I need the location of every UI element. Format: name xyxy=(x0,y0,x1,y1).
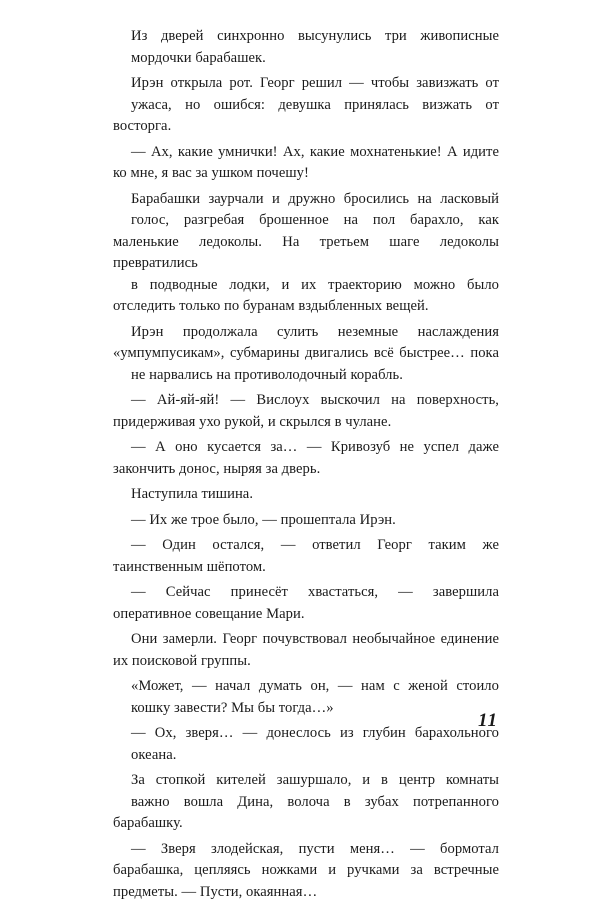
page-number: 11 xyxy=(478,710,498,731)
text-line: — Ах, какие умнички! Ах, какие мохнатенькие! А идите ко мне, я вас за ушком почешу! xyxy=(113,143,499,181)
text-column xyxy=(113,26,499,907)
paragraph xyxy=(113,484,499,506)
paragraph xyxy=(113,723,499,766)
text-line: голос, разгребая брошенное на пол барахло, как маленькие ледоколы. На третьем шаге ледоколы превратились xyxy=(113,212,499,271)
text-line: океана. xyxy=(131,746,177,763)
text-line: Они замерли. Георг почувствовал необычайное единение их поисковой группы. xyxy=(113,631,499,669)
paragraph xyxy=(113,437,499,480)
text-line: «Может, — начал думать он, — нам с женой стоило xyxy=(131,678,499,694)
paragraph xyxy=(113,189,499,318)
text-line: — Их же трое было, — прошептала Ирэн. xyxy=(131,511,396,528)
text-line: — А оно кусается за… — Кривозуб не успел даже закончить донос, ныряя за дверь. xyxy=(113,439,499,477)
text-line: — Зверя злодейская, пусти меня… — бормотал барабашка, цепляясь ножками и ручками за встречные предметы. — Пусти, окаянная… xyxy=(113,840,499,900)
text-line: в подводные лодки, и их траекторию можно было отследить только по буранам вздыбленных вещей. xyxy=(113,276,499,314)
paragraph xyxy=(113,770,499,835)
text-line: Ирэн продолжала сулить неземные наслаждения «умпумпусикам», субмарины двигались всё быстрее… пока xyxy=(113,323,499,361)
text-line: — Сейчас принесёт хвастаться, — завершила оперативное совещание Мари. xyxy=(113,584,499,622)
paragraph xyxy=(113,322,499,387)
text-line: кошку завести? Мы бы тогда…» xyxy=(131,699,334,716)
text-line: Наступила тишина. xyxy=(131,486,254,502)
paragraph xyxy=(113,390,499,433)
text-line: не нарвались на противолодочный корабль. xyxy=(131,366,403,383)
text-line: Из дверей синхронно высунулись три живописные xyxy=(131,28,499,44)
paragraph xyxy=(113,629,499,672)
text-line: Ирэн открыла рот. Георг решил — чтобы завизжать от xyxy=(131,75,499,91)
text-line: — Один остался, — ответил Георг таким же таинственным шёпотом. xyxy=(113,537,499,575)
text-line: мордочки барабашек. xyxy=(131,49,266,66)
paragraph xyxy=(113,535,499,578)
text-line: ужаса, но ошибся: девушка принялась визжать от восторга. xyxy=(113,96,499,134)
text-line: важно вошла Дина, волоча в зубах потрепанного барабашку. xyxy=(113,793,499,831)
paragraph xyxy=(113,510,499,532)
paragraph xyxy=(113,676,499,719)
text-line: — Ох, зверя… — донеслось из глубин барахольного xyxy=(131,725,499,741)
text-line: За стопкой кителей зашуршало, и в центр комнаты xyxy=(131,772,499,788)
text-line: — Ай-яй-яй! — Вислоух выскочил на поверхность, придерживая ухо рукой, и скрылся в чулане. xyxy=(113,392,499,430)
paragraph xyxy=(113,26,499,69)
paragraph xyxy=(113,73,499,138)
text-line: Барабашки заурчали и дружно бросились на ласковый xyxy=(131,190,499,207)
paragraph xyxy=(113,142,499,185)
paragraph xyxy=(113,582,499,625)
paragraph xyxy=(113,839,499,904)
